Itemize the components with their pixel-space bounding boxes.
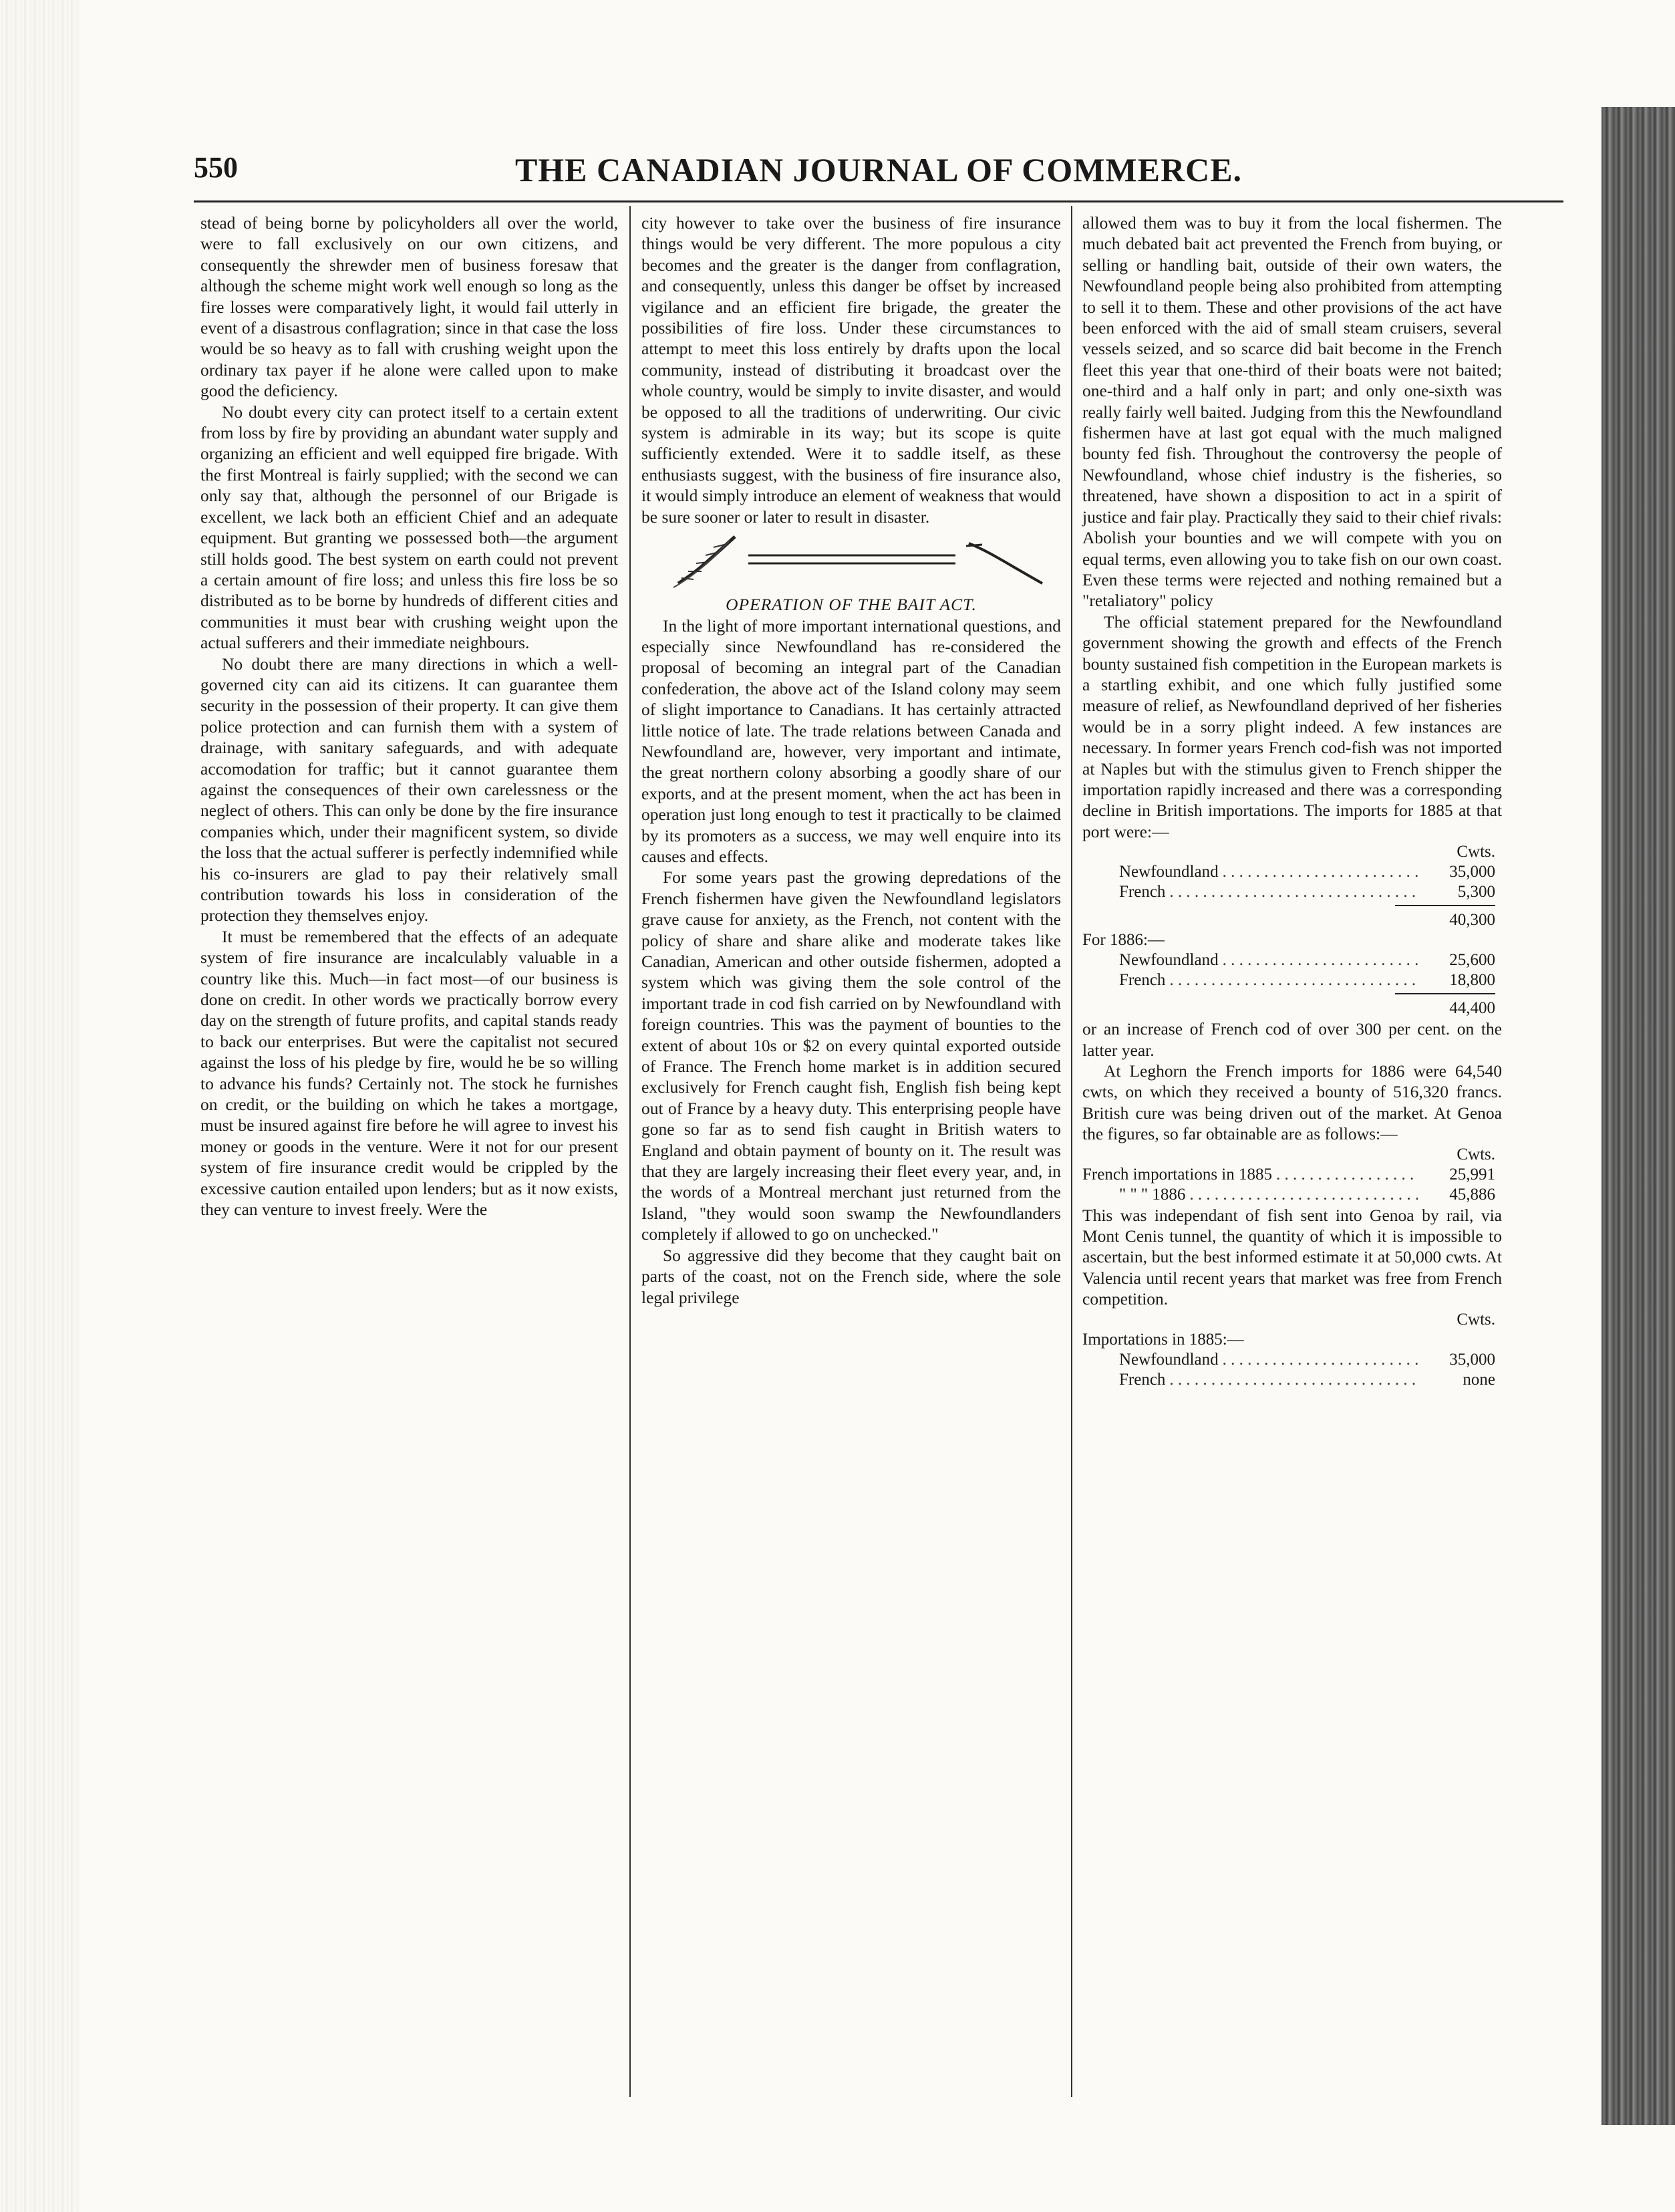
- unit-label: Cwts.: [1457, 1310, 1495, 1329]
- table-intro: For 1886:—: [1082, 931, 1165, 950]
- table-row: [1082, 1165, 1502, 1185]
- paragraph: The official statement prepared for the Newfoundland government showing the growth and effects of the French bounty sustained fish competition in the European markets is a startling exhibit, and one which fully justified some measure of relief, as Newfoundland deprived of her fisheries would be in a sorry plight indeed. A few instances are necessary. In former years French cod-fish was not imported at Naples but with the stimulus given to French shipper the importation rapidly increased and there was a corresponding decline in British importations. The imports for 1885 at that port were:—: [1082, 611, 1502, 841]
- valencia-table: [1082, 1310, 1502, 1390]
- row-label: Newfoundland: [1119, 951, 1219, 970]
- paragraph: allowed them was to buy it from the local fishermen. The much debated bait act prevented the French from buying, or selling or handling bait, outside of their own waters, the Newfoundland people being also prohibited from attempting to sell it to them. These and other provisions of the act have been enforced with the aid of small steam cruisers, several vessels seized, and so scarce did bait become in the French fleet this year that one-third of their boats were not baited; one-third and a half only in part; and only one-sixth was really fairly well baited. Judging from this the Newfoundland fishermen have at last got equal with the much maligned bounty fed fish. Throughout the controversy the people of Newfoundland, whose chief industry is the fisheries, so threatened, have shown a disposition to act in a spirit of justice and fair play. Practically they said to their chief rivals: Abolish your bounties and we will compete with you on equal terms, even allowing you to take fish on our own coast. Even these terms were rejected and nothing remained but a "retaliatory" policy: [1082, 213, 1502, 611]
- paragraph: stead of being borne by policyholders all over the world, were to fall exclusively on our own citizens, and consequently the shrewder men of business foresaw that although the scheme might work well enough so long as the fire losses were comparatively light, it would fail utterly in event of a disastrous conflagration; since in that case the loss would be so heavy as to fall with crushing weight upon the ordinary tax payer if he alone were called upon to make good the deficiency.: [200, 213, 618, 401]
- column-3: [1082, 213, 1502, 1390]
- journal-title: THE CANADIAN JOURNAL OF COMMERCE.: [514, 151, 1243, 188]
- unit-label: Cwts.: [1457, 1145, 1495, 1163]
- paragraph: It must be remembered that the effects of an adequate system of fire insurance are incalculably valuable in a country like this. Much—in fact most—of our business is done on credit. In other words we practically borrow every day on the strength of future profits, and capital stands ready to back our enterprises. But were the capitalist not secured against the loss of his pledge by fire, would he be so willing to advance his funds? Certainly not. The stock he furnishes on credit, or the building on which he takes a mortgage, must be insured against fire before he will agree to invest his money or goods in the venture. Were it not for our present system of fire insurance credit would be crippled by the excessive caution entailed upon lenders; but as it now exists, they can venture to invest freely. Were the: [200, 926, 618, 1220]
- table-row: [1082, 970, 1502, 990]
- row-label: Newfoundland: [1119, 1350, 1219, 1369]
- table-row: [1082, 1350, 1502, 1370]
- row-label: French: [1119, 883, 1166, 902]
- row-value: 35,000: [1449, 1350, 1495, 1369]
- table-row: [1082, 1370, 1502, 1390]
- column-1: [200, 213, 618, 1220]
- paragraph: or an increase of French cod of over 300 per cent. on the latter year.: [1082, 1019, 1502, 1060]
- row-value: 25,600: [1449, 951, 1495, 970]
- row-label: Newfoundland: [1119, 863, 1219, 881]
- column-2: [641, 213, 1061, 1308]
- table-row: [1082, 950, 1502, 970]
- row-label: " " " 1886: [1119, 1185, 1186, 1204]
- paragraph: This was independant of fish sent into Genoa by rail, via Mont Cenis tunnel, the quantity of which it is impossible to ascertain, but the best informed estimate it at 50,000 cwts. At Valencia until recent years that market was free from French competition.: [1082, 1205, 1502, 1309]
- column-divider-2: [1071, 206, 1072, 2097]
- scan-binding-right: [1602, 107, 1675, 2125]
- row-label: French importations in 1885: [1082, 1165, 1272, 1184]
- paragraph: city however to take over the business of fire insurance things would be very different. The more populous a city becomes and the greater is the danger from conflagration, and consequently, unless this danger be offset by increased vigilance and an efficient fire brigade, the greater the possibilities of fire loss. Under these circumstances to attempt to meet this loss entirely by drafts upon the local community, instead of distributing it broadcast over the whole country, would be simply to invite disaster, and would be opposed to all the traditions of underwriting. Our civic system is admirable in its way; but its scope is quite sufficiently extended. Were it to saddle itself, as these enthusiasts suggest, with the business of fire insurance also, it would simply introduce an element of weakness that would be sure sooner or later to result in disaster.: [641, 213, 1061, 527]
- row-value: 25,991: [1449, 1165, 1495, 1184]
- row-value: 45,886: [1449, 1185, 1495, 1204]
- header-rule: [194, 200, 1563, 202]
- table-row: [1082, 1185, 1502, 1205]
- paragraph: So aggressive did they become that they caught bait on parts of the coast, not on the French side, where the sole legal privilege: [641, 1245, 1061, 1307]
- table-total: 44,400: [1082, 993, 1502, 1018]
- row-value: 18,800: [1449, 971, 1495, 990]
- table-row: [1082, 882, 1502, 902]
- naples-1885-table: [1082, 842, 1502, 930]
- column-divider-1: [629, 206, 631, 2097]
- page-number: 550: [194, 151, 238, 184]
- section-heading: OPERATION OF THE BAIT ACT.: [726, 595, 977, 615]
- row-value: 35,000: [1449, 863, 1495, 881]
- table-total: 40,300: [1082, 905, 1502, 930]
- row-value: 5,300: [1457, 883, 1495, 902]
- row-label: French: [1119, 971, 1166, 990]
- paragraph: At Leghorn the French imports for 1886 were 64,540 cwts, on which they received a bounty of 516,320 francs. British cure was being driven out of the market. At Genoa the figures, so far obtainable are as follows:—: [1082, 1061, 1502, 1144]
- row-label: French: [1119, 1370, 1166, 1389]
- paragraph: No doubt every city can protect itself to a certain extent from loss by fire by providing an abundant water supply and organizing an efficient and well equipped fire brigade. With the first Montreal is fairly supplied; with the second we can only say that, although the personnel of our Brigade is excellent, we lack both an efficient Chief and an adequate equipment. But granting we possessed both—the argument still holds good. The best system on earth could not prevent a certain amount of fire loss; and unless this fire loss be so distributed as to be borne by hundreds of different cities and communities it must bear with crushing weight upon the actual sufferers and their immediate neighbours.: [200, 402, 618, 653]
- section-ornament: [641, 531, 1061, 591]
- unit-label: Cwts.: [1457, 843, 1495, 861]
- paragraph: For some years past the growing depredations of the French fishermen have given the Newfoundland legislators grave cause for anxiety, as the French, not content with the policy of share and share alike and moderate takes like Canadian, American and other outside fishermen, adopted a system which was giving them the sole control of the important trade in cod fish carried on by Newfoundland with foreign countries. This was the payment of bounties to the extent of about 10s or $2 on every quintal exported outside of France. The French home market is in addition secured exclusively for French caught fish, English fish being kept out of France by a heavy duty. This enterprising people have gone so far as to send fish caught in British waters to England and obtain payment of bounty on it. The result was that they are largely increasing their fleet every year, and, in the words of a Montreal merchant just returned from the Island, "they would soon swamp the Newfoundlanders completely if allowed to go on unchecked.": [641, 867, 1061, 1244]
- page-header: [194, 150, 1563, 197]
- scan-edge-left: [0, 0, 80, 2212]
- paragraph: In the light of more important international questions, and especially since Newfoundland has re-considered the proposal of becoming an integral part of the Canadian confederation, the above act of the Island colony may seem of slight importance to Canadians. It has certainly attracted little notice of late. The trade relations between Canada and Newfoundland are, however, very important and intimate, the great northern colony absorbing a goodly share of our exports, and at the present moment, when the act has been in operation just long enough to test it practically to be claimed by its promoters as a success, we may well enquire into its causes and effects.: [641, 615, 1061, 866]
- naples-1886-table: [1082, 930, 1502, 1018]
- table-intro: Importations in 1885:—: [1082, 1330, 1244, 1349]
- genoa-table: [1082, 1145, 1502, 1205]
- table-row: [1082, 862, 1502, 882]
- row-value: none: [1463, 1370, 1495, 1389]
- paragraph: No doubt there are many directions in which a well-governed city can aid its citizens. It can guarantee them security in the possession of their property. It can give them police protection and can furnish them with a system of drainage, with sanitary safeguards, and with adequate accomodation for traffic; but it cannot guarantee them against the consequences of their own carelessness or the neglect of others. This can only be done by the fire insurance companies which, under their magnificent system, so divide the loss that the actual sufferer is perfectly indemnified while his co-insurers are glad to pay their relatively small contribution towards his loss in consideration of the protection they themselves enjoy.: [200, 654, 618, 926]
